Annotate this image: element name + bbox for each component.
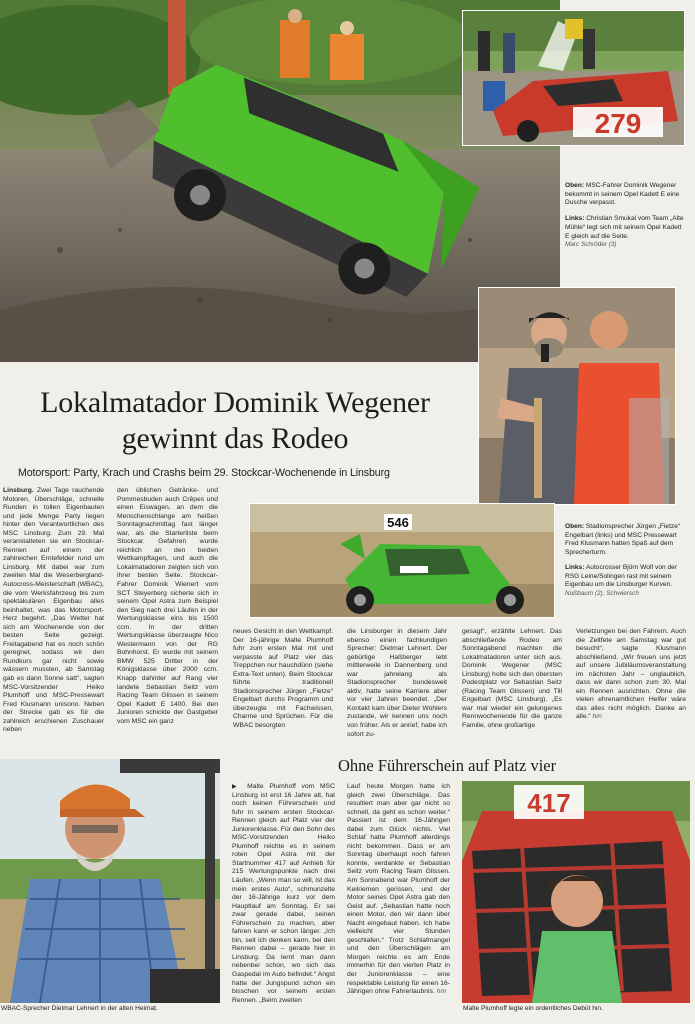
caption-bottom-right: Malte Plumhoff legte ein ordentliches Debüt hin. [463,1005,603,1012]
headline-line-2: gewinnt das Rodeo [121,422,349,455]
article-column-4: die Linsburger in diesem Jahr ebenso einen fachkundigen Sprecher: Dietmar Lehnert. Der gebürtige Haßberger lebt mittlerweile in Dannenberg und war jahrelang als Stadionsprecher bundesweit aktiv, hatte seine Karriere aber vor vier Jahren beendet. „Der Kontakt kam über Dieter Wohlers zustande, wir kennen uns noch von früher. Als er anrief, habe ich sofort zu- [347,628,447,738]
buggy-photo [249,503,555,618]
caption-middle-right-line2: Links: Autocrosser Björn Wolf von der RSG Leine/Solingen rast mit seinem Eigenbau um die Linsburger Kurven. [565,563,678,589]
shower-photo [462,10,685,146]
sidebar-headline: Ohne Führerschein auf Platz vier [338,756,557,775]
caption-top-right-line1: Oben: MSC-Fahrer Dominik Wegener bekommt in seinem Opel Kadett E eine Dusche verpasst. [565,182,680,207]
caption-top-right-line2: Links: Christian Smukal vom Team „Alte Mühle“ legt sich mit seinem Opel Kadett E gleich auf die Seite. [565,215,684,240]
headline-line-1: Lokalmatador Dominik Wegener [40,386,430,419]
article-column-5: gesagt“, erzählte Lehnert. Das abschließende Rodeo am Sonntagabend machten die Lokalmatadoren unter sich aus. Dominik Wegener (MSC Linsburg) holte sich den obersten Podestplatz vor Sebastian Seitz (Racing Team Glissen) und Till Engelbart (MSC Linsburg). „Es war mal wieder ein gelungenes Rennwochenende für die ganze Familie, ohne großartige [462,628,562,730]
car-number-417: 417 [527,788,571,818]
article-column-2: den üblichen Getränke- und Pommesbuden auch Crêpes und einen Eiswagen, an dem die Menschenschlange am heißen Sonntagnachmittag fast länger war, als die Starterliste beim Stockcar. Gefahren wurde reichlich an den beiden Wettkampftagen, und auch die Lokalmatadoren zeigten sich von ihrer besten Seite. Stockcar-Fahrer Dominik Wienert vom SCT Steyerberg sicherte sich in seinem Opel Astra zum Beispiel den Sieg nach drei Läufen in der Wertungsklasse eins bis 1500 ccm. In der dritten Wertungsklasse überzeugte Nico Westermann von der RG Bohnhorst. Er wurde mit seinem BMW 525 Dritter in der Königsklasse über 2000 ccm. Knapp dahinter auf Rang vier landete Sebastian Seitz vom Racing Team Glissen in seinem Opel Kadett E 1400. Bei den Junioren schickte der Gastgeber vom MSC ein ganz [117,487,218,725]
photo-credit: Marc Schröder (3) [565,241,617,249]
caption-middle-right-line1: Oben: Stadionsprecher Jürgen „Fietze“ Engelbart (links) und MSC Pressewart Fred Klusmann hatten Spaß auf dem Sprecherturm. [565,523,681,557]
article-column-1: Linsburg. Zwei Tage rauchende Motoren, Überschläge, schnelle Runden in tollen Eigenbauten und jede Menge Party liegen hinter den Verantwortlichen des MSC Linsburg. Zum 29. Mal veranstalteten sie ein Stockcar-Rennen auf einem der zahlreichen Erntefelder rund um Linsburg. Mit dabei war zum zweiten Mal die Weserbergland-Autocross-Meisterschaft (WBAC), die vom Werksfahrzeug bis zum spektakulären Eigenbau alles beinhaltet, was das Motorsport-Herz begehrt. „Das Wetter hat sich am Wochenende von der besten Seite gezeigt. Freitagabend hat es noch schön geregnet, sodass wir den Rundkurs gar nicht sowie wässern mussten, ab Samstag gab es dann Sonne satt“, sagten MSC-Vorsitzender Heiko Plumhoff und MSC-Pressewart Fred Klusmann unisono. Neben der Strecke gab es für die zahlreich erschienen Zuschauer neben [3,487,104,734]
article-column-3: neues Gesicht in den Wettkampf. Der 16-jährige Malte Plumhoff fuhr zum ersten Mal mit und verpasste auf Platz vier das Treppchen nur hauchdünn (siehe Extra-Text unten). Beim Stockcar führte traditionell Stadionsprecher Jürgen „Fietze“ Engelbart durchs Programm und überzeugte mit Fachwissen, Charme und Sprüchen. Für die WBAC besorgten [233,628,333,730]
speakers-photo [478,287,676,505]
triangle-bullet-icon: ▶ [232,784,241,790]
article-column-6: Verletzungen bei den Fahrern. Auch die Zeltfete am Samstag war gut besucht“, sagte Klusmann abschließend. „Wir freuen uns jetzt auf unsere Jubiläumsveranstaltung im nächsten Jahr – unglaublich, dass wir dann schon zum 30. Mal ein Rennen ausrichten. Ohne die vielen ehrenamtlichen Helfer wäre das alles nicht möglich. Danke an alle.“ hm [576,628,686,721]
sidebar-column-2: Lauf heute Morgen hatte ich gleich zwei Überschläge. Das resultiert man aber gar nicht so schnell, da geht es schon weiter.“ Passiert ist dem 16-Jährigen dabei zum Glück nichts. Viel Schlaf hatte Plumhoff allerdings nicht bekommen. Dass er am Sonntag überhaupt noch fahren konnte, verdankte er Sebastian Seitz vom Racing Team Glissen. Am Sonnabend war Plumhoff der Keilriemen gerissen, und der Motor seines Opel Astra gab den Geist auf. „Sebastian hatte noch einen Motor, den wir dann über Nacht eingebaut haben. Ich habe vielleicht vier Stunden geschlafen.“ Trotz Schlafmangel und den Überschlägen am Morgen reichte es am Ende immerhin für den vierten Platz in der Juniorenklasse – eine respektable Leistung für einen 16-Jährigen ohne Fahrerlaubnis. hm [347,783,450,996]
sidebar-author: hm [436,988,447,996]
lehnert-photo [0,759,220,1003]
caption-bottom-left: WBAC-Sprecher Dietmar Lehnert in der alten Heimat. [1,1005,158,1012]
caption-middle-right [565,523,689,598]
dateline: Linsburg. [3,487,34,494]
article-author: hm [592,713,602,721]
photo-credit-2: Nußbaum (2), Schwiersch [565,589,639,597]
main-headline [0,385,470,457]
car-number-279: 279 [594,108,642,139]
subheadline: Motorsport: Party, Krach und Crashs beim 29. Stockcar-Wochenende in Linsburg [18,467,390,479]
sidebar-column-1: ▶ Malte Plumhoff vom MSC Linsburg ist erst 16 Jahre alt, hat noch keinen Führerschein und fuhr in seinem ersten Stockcar-Rennen gleich auf Platz vier der Juniorenklasse. Für den Sohn des MSC-Vorsitzenden Heiko Plumhoff reichte es in seinem roten Opel Astra mit der Startnummer 417 auf Anhieb für 215 Wertungspunkte nach drei Läufen. „Wenn man so will, ist das mein erstes Auto“, schmunzelte der 16-Jährige kurz vor dem Hauptlauf am Sonntag. Er sei zwar gerade dabei, seinen Führerschein zu machen, aber fahren kann er schon länger. „Ich bin, seit ich denken kann, bei den Rennen dabei – gerade hier in Linsburg. Da lernt man dann nebenbei schon, wo sich das Gaspedal im Auto befindet.“ Angst hatte der Jungspund schon ein bisschen vor seinem ersten Rennen. „Beim zweiten [232,783,335,1004]
car-number-546: 546 [387,515,409,530]
caption-top-right [565,182,687,250]
plumhoff-photo [462,781,690,1003]
